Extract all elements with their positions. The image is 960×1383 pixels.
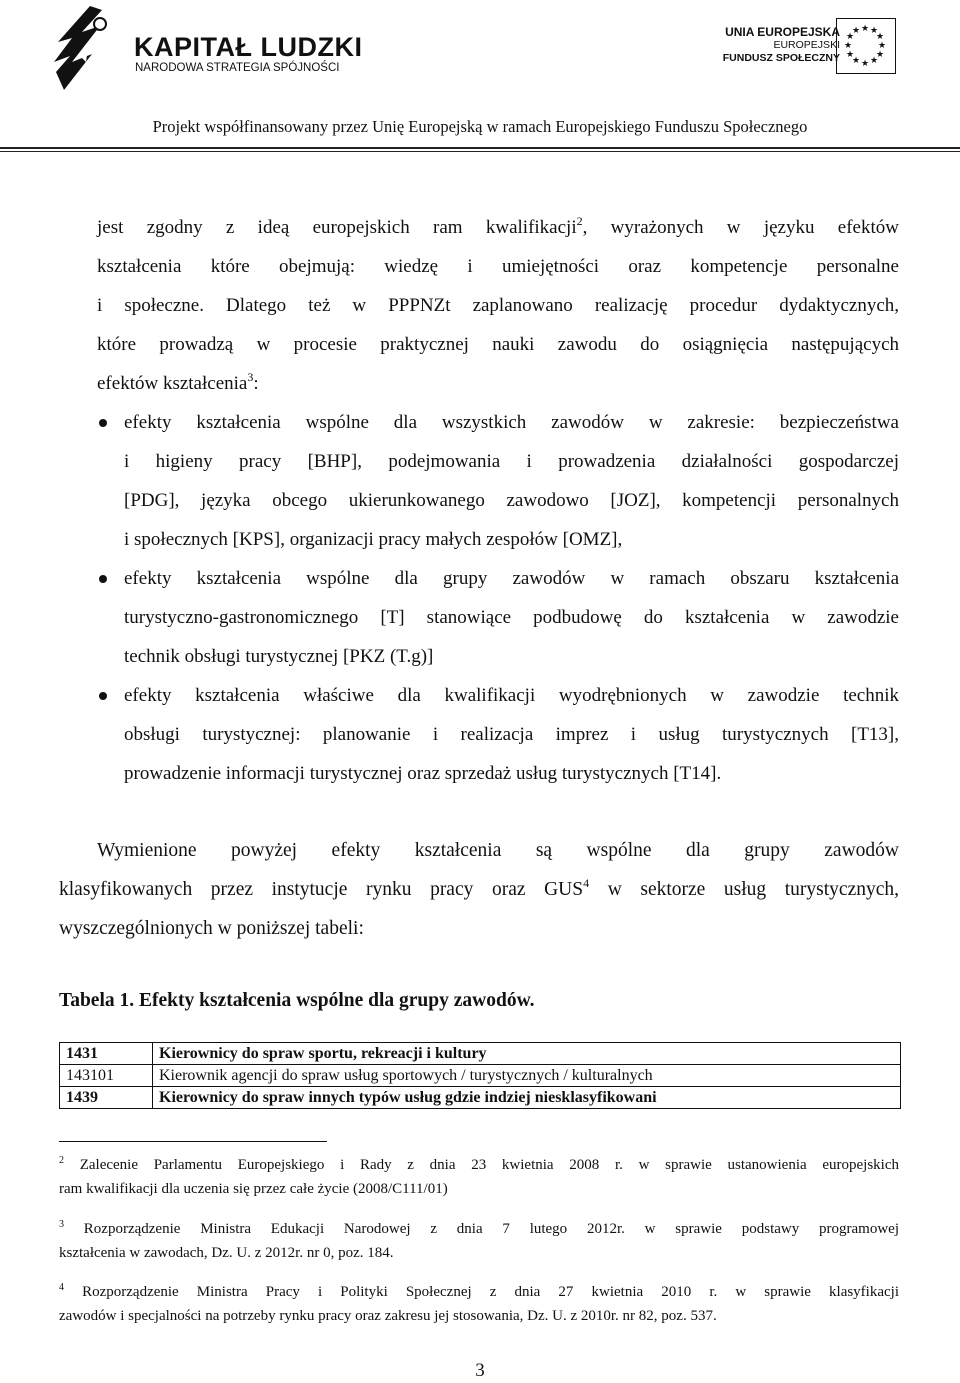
kapital-ludzki-title: KAPITAŁ LUDZKI [134,32,363,62]
text-line: które prowadzą w procesie praktycznej nauki zawodu do osiągnięcia następujących [97,334,899,355]
svg-text:★: ★ [851,26,861,36]
header-divider-thin [0,151,960,152]
footnote-ref[interactable]: 4 [583,876,590,890]
intro-paragraph [97,208,899,403]
bullet-icon [99,575,107,583]
project-funding-line: Projekt współfinansowany przez Unię Europejską w ramach Europejskiego Funduszu Społecznego [152,117,808,136]
bullet-icon [99,419,107,427]
occupation-name: Kierownicy do spraw sportu, rekreacji i kultury [153,1043,901,1065]
header-divider [0,147,960,149]
eu-logo [690,18,900,78]
learning-outcomes-list [97,403,899,793]
text-line: jest zgodny z ideą europejskich ram kwalifikacji$^2$, wyrażonych w języku efektów [97,214,899,238]
occupation-code: 1439 [60,1087,153,1109]
svg-text:★: ★ [851,56,861,66]
svg-text:★: ★ [860,59,870,69]
svg-text:★: ★ [875,32,885,42]
table-row [60,1087,901,1109]
table-row [60,1065,901,1087]
occupation-code: 1431 [60,1043,153,1065]
footnote-ref[interactable]: 3 [247,370,254,384]
summary-paragraph: Wymienione powyżej efekty kształcenia są wspólne dla grupy zawodów klasyfikowanych przez instytucje rynku pracy oraz GUS$^4$ w sektorze usług turystycznych, wyszczególnionych w poniższej tabeli: [59,840,900,939]
eu-line-1: UNIA EUROPEJSKA [725,25,840,39]
kapital-ludzki-emblem-icon [52,2,132,92]
occupation-name: Kierownicy do spraw innych typów usług gdzie indziej niesklasyfikowani [153,1087,901,1109]
table-title: Tabela 1. Efekty kształcenia wspólne dla grupy zawodów. [59,990,535,1011]
footnote-3: $^3$ Rozporządzenie Ministra Edukacji Narodowej z dnia 7 lutego 2012r. w sprawie podstawy programowej kształcenia w zawodach, Dz. U. z 2012r. nr 0, poz. 184. [59,1219,899,1261]
eu-line-2: EUROPEJSKI [773,39,840,51]
footnote-ref[interactable]: 2 [576,214,583,228]
svg-text:★: ★ [843,41,853,51]
list-item: efekty kształcenia właściwe dla kwalifikacji wyodrębnionych w zawodzie technik obsługi turystycznej: planowanie i realizacja imprez i usług turystycznych [T13], prowadzenie informacji turystycznej oraz sprzedaż usług turystycznych [T14]. [97,676,899,793]
svg-text:★: ★ [869,26,879,36]
table-row [60,1043,901,1065]
svg-text:★: ★ [875,50,885,60]
svg-text:★: ★ [845,32,855,42]
footnote-separator [59,1141,327,1142]
footnote-2: $^2$ Zalecenie Parlamentu Europejskiego i Rady z dnia 23 kwietnia 2008 r. w sprawie ustanowienia europejskich ram kwalifikacji dla uczenia się przez całe życie (2008/C111/01) [59,1155,899,1197]
text-line: i społeczne. Dlatego też w PPPNZt zaplanowano realizację procedur dydaktycznych, [97,295,899,316]
kapital-ludzki-subtitle: NARODOWA STRATEGIA SPÓJNOŚCI [135,62,340,74]
page-header [0,0,960,160]
eu-flag-icon [836,18,896,74]
kapital-ludzki-logo [52,2,363,92]
footnote-4: $^4$ Rozporządzenie Ministra Pracy i Polityki Społecznej z dnia 27 kwietnia 2010 r. w sprawie klasyfikacji zawodów i specjalności na potrzeby rynku pracy oraz zakresu jej stosowania, Dz. U. z 2010r. nr 82, poz. 537. [59,1282,899,1324]
text-line: kształcenia które obejmują: wiedzę i umiejętności oraz kompetencje personalne [97,256,899,277]
bullet-icon [99,692,107,700]
list-item: efekty kształcenia wspólne dla grupy zawodów w ramach obszaru kształcenia turystyczno-gastronomicznego [T] stanowiące podbudowę do kształcenia w zawodzie technik obsługi turystycznej [PKZ (T.g)] [97,559,899,676]
page-number: 3 [475,1360,485,1381]
occupation-code: 143101 [60,1065,153,1087]
svg-text:★: ★ [860,24,870,34]
list-item: efekty kształcenia wspólne dla wszystkich zawodów w zakresie: bezpieczeństwa i higieny pracy [BHP], podejmowania i prowadzenia działalności gospodarczej [PDG], języka obcego ukierunkowanego zawodowo [JOZ], kompetencji personalnych i społecznych [KPS], organizacji pracy małych zespołów [OMZ], [97,403,899,559]
eu-line-3: FUNDUSZ SPOŁECZNY [722,52,840,64]
occupation-name: Kierownik agencji do spraw usług sportowych / turystycznych / kulturalnych [153,1065,901,1087]
svg-text:★: ★ [869,56,879,66]
occupations-table [59,1042,901,1109]
text-line: efektów kształcenia$^3$: [97,370,259,394]
svg-text:★: ★ [877,41,887,51]
svg-text:★: ★ [845,50,855,60]
